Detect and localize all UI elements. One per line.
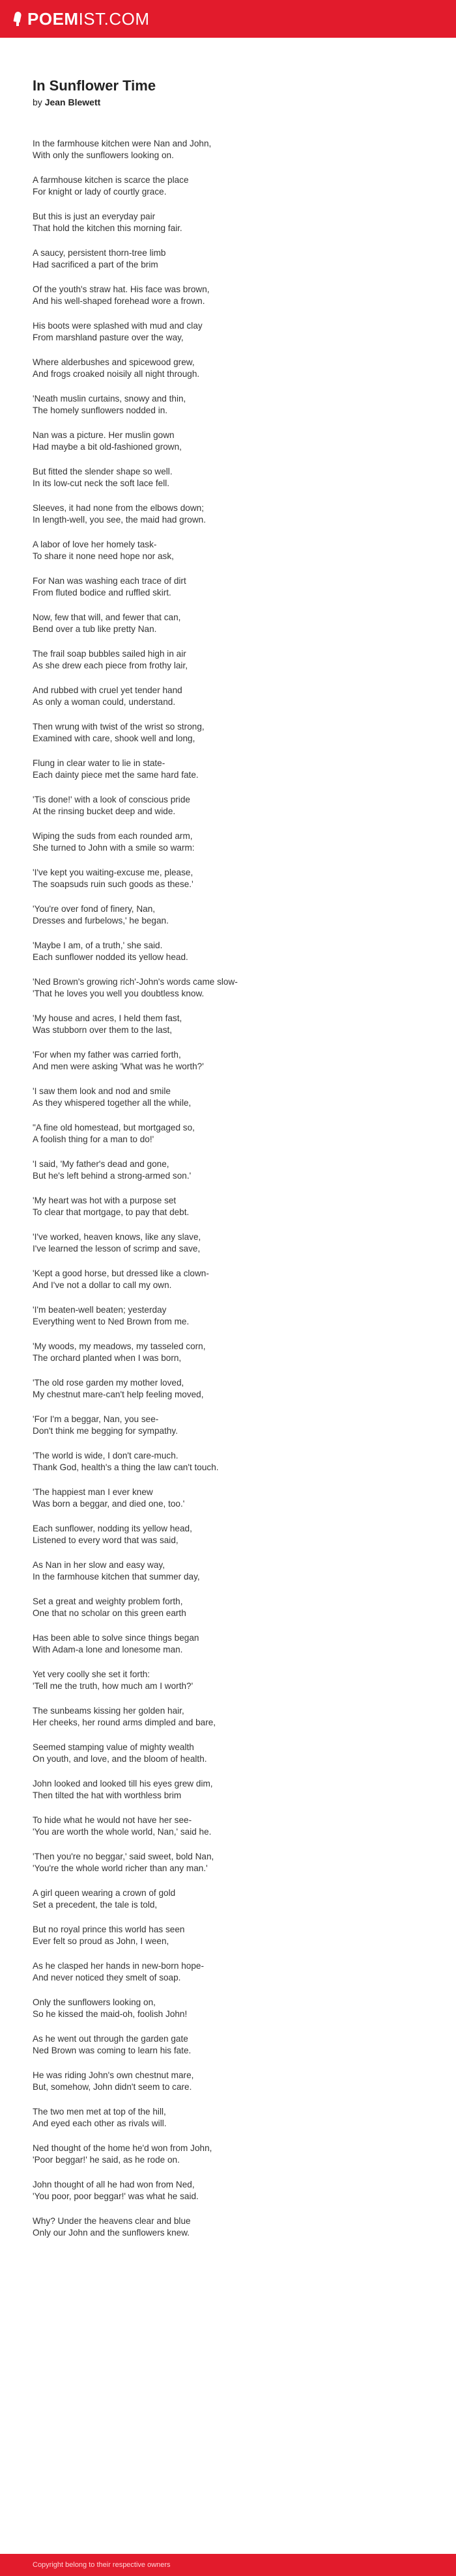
poem-line: Wiping the suds from each rounded arm, (33, 831, 193, 841)
poem-line: Each sunflower nodded its yellow head. (33, 952, 188, 962)
poem-line: 'The old rose garden my mother loved, (33, 1378, 184, 1388)
poem-line: Why? Under the heavens clear and blue (33, 2216, 191, 2226)
poem-line: But no royal prince this world has seen (33, 1925, 185, 1934)
poem-line: Only our John and the sunflowers knew. (33, 2228, 190, 2238)
poem-stanza (33, 758, 423, 781)
poem-line: Then wrung with twist of the wrist so strong, (33, 722, 205, 732)
poem-line: But he's left behind a strong-armed son.' (33, 1171, 192, 1181)
poem-stanza (33, 1414, 423, 1437)
poem-line: Examined with care, shook well and long, (33, 733, 195, 743)
poem-line: 'Tis done!' with a look of conscious pride (33, 795, 190, 804)
poem-line: As he clasped her hands in new-born hope- (33, 1961, 204, 1971)
poem-stanza (33, 502, 423, 526)
poem-stanza (33, 1268, 423, 1291)
poem-line: Don't think me begging for sympathy. (33, 1426, 178, 1436)
poem-line: 'I said, 'My father's dead and gone, (33, 1159, 169, 1169)
poem-line: Yet very coolly she set it forth: (33, 1669, 150, 1679)
poem-line: 'My heart was hot with a purpose set (33, 1196, 177, 1205)
poem-line: Dresses and furbelows,' he began. (33, 916, 169, 925)
poem-stanza (33, 1924, 423, 1947)
poem-line: One that no scholar on this green earth (33, 1608, 186, 1618)
poem-line: That hold the kitchen this morning fair. (33, 223, 182, 233)
poem-stanza (33, 1887, 423, 1911)
poem-author[interactable]: Jean Blewett (44, 97, 101, 107)
poem-line: Sleeves, it had none from the elbows down; (33, 503, 204, 513)
poem-line: 'I'm beaten-well beaten; yesterday (33, 1305, 167, 1315)
poem-line: Ned thought of the home he'd won from John, (33, 2143, 212, 2153)
poem-line: Then tilted the hat with worthless brim (33, 1790, 182, 1800)
poem-line: 'I've kept you waiting-excuse me, please, (33, 868, 193, 877)
poem-line: 'You poor, poor beggar!' was what he said. (33, 2191, 199, 2201)
poem-stanza (33, 612, 423, 635)
poem-line: 'My woods, my meadows, my tasseled corn, (33, 1341, 206, 1351)
poem-line: For Nan was washing each trace of dirt (33, 576, 186, 586)
poem-stanza (33, 1632, 423, 1656)
poem-line: Listened to every word that was said, (33, 1535, 178, 1545)
poem-line: 'For when my father was carried forth, (33, 1050, 181, 1060)
poem-line: To share it none need hope nor ask, (33, 551, 174, 561)
poem-stanza (33, 357, 423, 380)
poem-line: Set a precedent, the tale is told, (33, 1900, 158, 1910)
site-header (0, 0, 456, 38)
logo-icon (13, 12, 22, 26)
poem-line: Had sacrificed a part of the brim (33, 260, 158, 269)
poem-line: As they whispered together all the while, (33, 1098, 192, 1108)
poem-stanza (33, 1086, 423, 1109)
poem-byline (33, 96, 423, 108)
poem-line: Seemed stamping value of mighty wealth (33, 1742, 194, 1752)
poem-line: And his well-shaped forehead wore a frown. (33, 296, 205, 306)
poem-line: With Adam-a lone and lonesome man. (33, 1645, 183, 1654)
poem-stanza (33, 867, 423, 890)
poem-line: The soapsuds ruin such goods as these.' (33, 879, 193, 889)
poem-stanza (33, 903, 423, 927)
poem-body (33, 138, 423, 2239)
poem-stanza (33, 575, 423, 599)
poem-stanza (33, 1231, 423, 1255)
poem-line: 'My house and acres, I held them fast, (33, 1013, 182, 1023)
poem-line: On youth, and love, and the bloom of health. (33, 1754, 207, 1764)
poem-line: 'Ned Brown's growing rich'-John's words came slow- (33, 977, 238, 987)
poem-line: Everything went to Ned Brown from me. (33, 1317, 190, 1326)
poem-stanza (33, 1705, 423, 1729)
poem-line: To hide what he would not have her see- (33, 1815, 192, 1825)
poem-line: From marshland pasture over the way, (33, 333, 184, 342)
poem-line: 'I've worked, heaven knows, like any slave, (33, 1232, 201, 1242)
poem-container (33, 77, 423, 2252)
poem-line: As only a woman could, understand. (33, 697, 176, 707)
poem-line: A labor of love her homely task- (33, 540, 157, 549)
logo-text-light: IST.COM (78, 8, 150, 29)
poem-line: From fluted bodice and ruffled skirt. (33, 588, 171, 597)
poem-stanza (33, 2179, 423, 2202)
poem-line: And eyed each other as rivals will. (33, 2118, 167, 2128)
poem-stanza (33, 940, 423, 963)
poem-stanza (33, 1049, 423, 1073)
poem-line: 'For I'm a beggar, Nan, you see- (33, 1414, 159, 1424)
poem-stanza (33, 1742, 423, 1765)
poem-stanza (33, 174, 423, 198)
poem-line: She turned to John with a smile so warm: (33, 843, 195, 853)
poem-line: My chestnut mare-can't help feeling moved, (33, 1390, 204, 1399)
poem-line: But, somehow, John didn't seem to care. (33, 2082, 192, 2092)
poem-stanza (33, 247, 423, 271)
poem-line: In the farmhouse kitchen were Nan and John, (33, 139, 212, 148)
poem-line: For knight or lady of courtly grace. (33, 187, 167, 197)
poem-line: As he went out through the garden gate (33, 2034, 188, 2044)
poem-stanza (33, 320, 423, 344)
poem-line: But this is just an everyday pair (33, 212, 156, 221)
poem-stanza (33, 1122, 423, 1145)
poem-line: 'Tell me the truth, how much am I worth?' (33, 1681, 193, 1691)
poem-line: Bend over a tub like pretty Nan. (33, 624, 157, 634)
poem-line: As she drew each piece from frothy lair, (33, 661, 188, 670)
poem-stanza (33, 1596, 423, 1619)
poem-line: The orchard planted when I was born, (33, 1353, 182, 1363)
poem-stanza (33, 1450, 423, 1473)
poem-line: 'You're over fond of finery, Nan, (33, 904, 156, 914)
poem-line: In the farmhouse kitchen that summer day, (33, 1572, 200, 1582)
poem-line: A girl queen wearing a crown of gold (33, 1888, 176, 1898)
poem-stanza (33, 2143, 423, 2166)
poem-line: As Nan in her slow and easy way, (33, 1560, 165, 1570)
poem-stanza (33, 1195, 423, 1218)
poem-line: A foolish thing for a man to do!' (33, 1134, 154, 1144)
poem-stanza (33, 721, 423, 745)
poem-stanza (33, 685, 423, 708)
poem-line: "A fine old homestead, but mortgaged so, (33, 1123, 195, 1132)
site-logo[interactable] (13, 9, 150, 29)
poem-stanza (33, 1304, 423, 1328)
poem-line: 'The happiest man I ever knew (33, 1487, 153, 1497)
poem-line: Flung in clear water to lie in state- (33, 758, 165, 768)
poem-line: In its low-cut neck the soft lace fell. (33, 478, 170, 488)
poem-line: A saucy, persistent thorn-tree limb (33, 248, 166, 258)
poem-line: 'Poor beggar!' he said, as he rode on. (33, 2155, 180, 2165)
poem-stanza (33, 648, 423, 672)
poem-line: A farmhouse kitchen is scarce the place (33, 175, 189, 185)
poem-line: But fitted the slender shape so well. (33, 467, 173, 476)
poem-line: Each sunflower, nodding its yellow head, (33, 1524, 192, 1533)
poem-line: Was born a beggar, and died one, too.' (33, 1499, 185, 1509)
poem-line: 'You're the whole world richer than any man.' (33, 1863, 208, 1873)
poem-line: Where alderbushes and spicewood grew, (33, 357, 195, 367)
poem-line: I've learned the lesson of scrimp and save, (33, 1244, 201, 1254)
poem-line: The homely sunflowers nodded in. (33, 405, 168, 415)
poem-stanza (33, 2215, 423, 2239)
poem-line: Each dainty piece met the same hard fate. (33, 770, 199, 780)
poem-stanza (33, 284, 423, 307)
poem-line: 'Neath muslin curtains, snowy and thin, (33, 394, 186, 404)
poem-line: And rubbed with cruel yet tender hand (33, 685, 182, 695)
poem-stanza (33, 1013, 423, 1036)
poem-stanza (33, 1815, 423, 1838)
poem-line: Ever felt so proud as John, I ween, (33, 1936, 169, 1946)
poem-line: And men were asking 'What was he worth?' (33, 1062, 204, 1071)
poem-line: Had maybe a bit old-fashioned grown, (33, 442, 182, 452)
poem-stanza (33, 1669, 423, 1692)
poem-stanza (33, 1158, 423, 1182)
poem-line: John thought of all he had won from Ned, (33, 2180, 195, 2189)
poem-line: 'I saw them look and nod and smile (33, 1086, 171, 1096)
poem-stanza (33, 1523, 423, 1546)
poem-stanza (33, 1851, 423, 1874)
poem-line: In length-well, you see, the maid had grown. (33, 515, 206, 525)
poem-stanza (33, 2033, 423, 2057)
poem-stanza (33, 138, 423, 161)
poem-line: Set a great and weighty problem forth, (33, 1596, 183, 1606)
poem-line: To clear that mortgage, to pay that debt. (33, 1207, 190, 1217)
poem-line: Thank God, health's a thing the law can't touch. (33, 1462, 219, 1472)
poem-line: Has been able to solve since things began (33, 1633, 199, 1643)
poem-line: With only the sunflowers looking on. (33, 150, 174, 160)
poem-line: 'Kept a good horse, but dressed like a clown- (33, 1268, 209, 1278)
poem-line: Her cheeks, her round arms dimpled and bare, (33, 1718, 216, 1727)
poem-line: 'You are worth the whole world, Nan,' said he. (33, 1827, 212, 1837)
poem-line: 'Maybe I am, of a truth,' she said. (33, 940, 163, 950)
poem-line: Nan was a picture. Her muslin gown (33, 430, 175, 440)
poem-stanza (33, 211, 423, 234)
copyright-notice: Copyright belong to their respective owners (33, 2561, 171, 2569)
poem-line: And I've not a dollar to call my own. (33, 1280, 172, 1290)
poem-stanza (33, 393, 423, 417)
poem-line: Ned Brown was coming to learn his fate. (33, 2046, 192, 2055)
poem-stanza (33, 1559, 423, 1583)
poem-stanza (33, 830, 423, 854)
poem-line: At the rinsing bucket deep and wide. (33, 806, 176, 816)
poem-stanza (33, 430, 423, 453)
poem-stanza (33, 539, 423, 562)
poem-line: The sunbeams kissing her golden hair, (33, 1706, 184, 1716)
by-label: by (33, 97, 42, 107)
poem-stanza (33, 1487, 423, 1510)
poem-stanza (33, 1778, 423, 1802)
poem-line: 'That he loves you well you doubtless know. (33, 989, 205, 998)
poem-stanza (33, 794, 423, 817)
poem-title: In Sunflower Time (33, 77, 156, 94)
poem-line: 'Then you're no beggar,' said sweet, bold Nan, (33, 1852, 214, 1861)
poem-line: Only the sunflowers looking on, (33, 1997, 156, 2007)
poem-line: He was riding John's own chestnut mare, (33, 2070, 194, 2080)
poem-stanza (33, 1960, 423, 1984)
poem-line: And frogs croaked noisily all night through. (33, 369, 200, 379)
poem-stanza (33, 2106, 423, 2130)
poem-line: And never noticed they smelt of soap. (33, 1973, 181, 1982)
poem-stanza (33, 2070, 423, 2093)
poem-line: Was stubborn over them to the last, (33, 1025, 173, 1035)
poem-stanza (33, 1997, 423, 2020)
poem-line: So he kissed the maid-oh, foolish John! (33, 2009, 188, 2019)
poem-stanza (33, 466, 423, 489)
poem-stanza (33, 976, 423, 1000)
poem-line: His boots were splashed with mud and clay (33, 321, 203, 331)
poem-line: Now, few that will, and fewer that can, (33, 612, 181, 622)
poem-stanza (33, 1341, 423, 1364)
poem-line: 'The world is wide, I don't care-much. (33, 1451, 178, 1460)
poem-stanza (33, 1377, 423, 1401)
site-footer (0, 2554, 456, 2576)
poem-line: Of the youth's straw hat. His face was brown, (33, 284, 210, 294)
logo-text-bold: POEM (27, 8, 79, 29)
poem-line: John looked and looked till his eyes grew dim, (33, 1779, 213, 1788)
poem-line: The two men met at top of the hill, (33, 2107, 166, 2117)
poem-line: The frail soap bubbles sailed high in air (33, 649, 186, 659)
